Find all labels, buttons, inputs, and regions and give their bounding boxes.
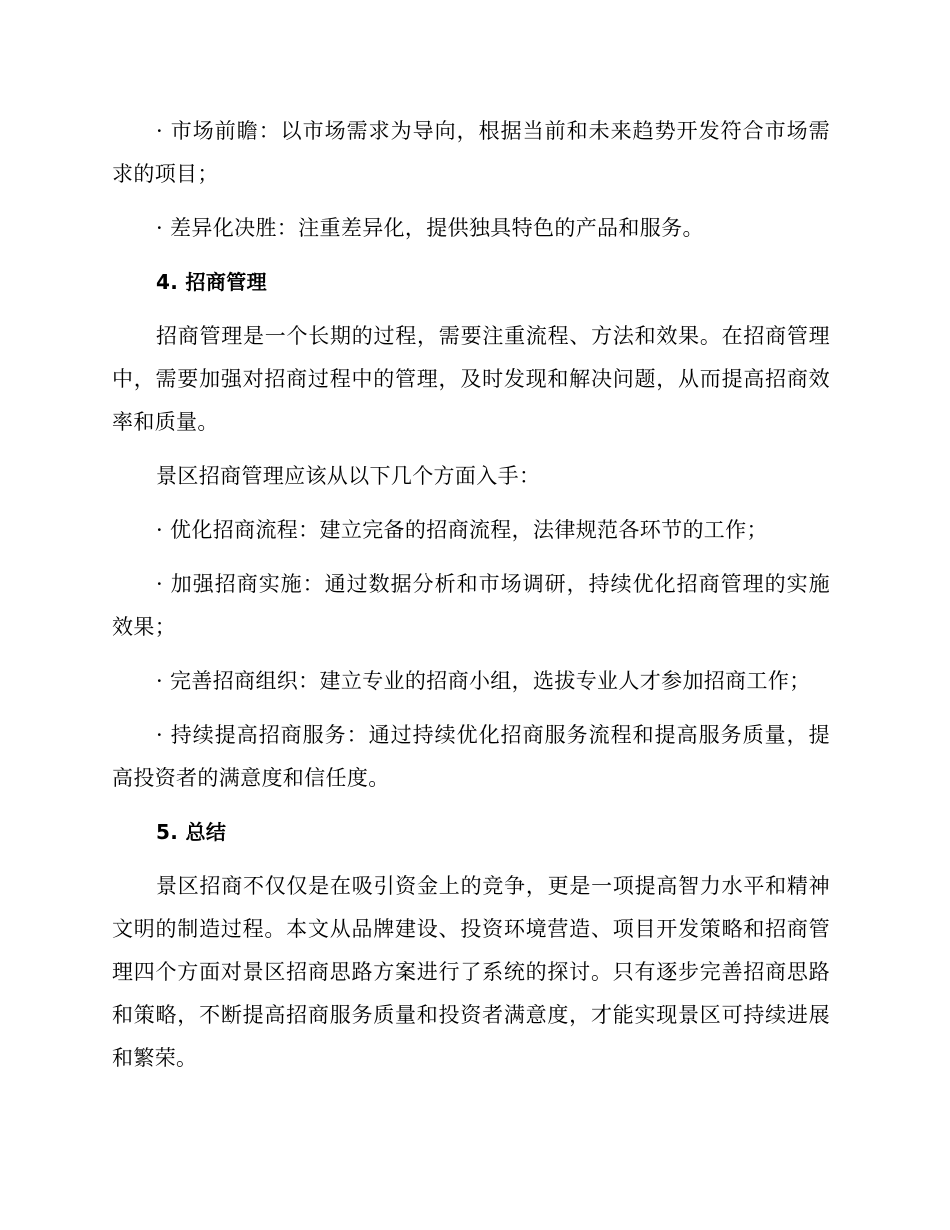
document-body	[112, 110, 830, 1091]
bullet-market-foresight: · 市场前瞻：以市场需求为导向，根据当前和未来趋势开发符合市场需求的项目；	[112, 119, 830, 186]
paragraph-investment-management-intro: 招商管理是一个长期的过程，需要注重流程、方法和效果。在招商管理中，需要加强对招商过程中的管理，及时发现和解决问题，从而提高招商效率和质量。	[112, 324, 830, 434]
section-heading-investment-management: 4. 招商管理	[156, 270, 267, 294]
bullet-improve-service: · 持续提高招商服务：通过持续优化招商服务流程和提高服务质量，提高投资者的满意度和信任度。	[112, 723, 830, 790]
bullet-differentiation: · 差异化决胜：注重差异化，提供独具特色的产品和服务。	[156, 216, 704, 240]
bullet-improve-organization: · 完善招商组织：建立专业的招商小组，选拔专业人才参加招商工作；	[156, 669, 811, 693]
bullet-optimize-process: · 优化招商流程：建立完备的招商流程，法律规范各环节的工作；	[156, 518, 768, 542]
paragraph-management-aspects-intro: 景区招商管理应该从以下几个方面入手：	[156, 464, 541, 488]
bullet-strengthen-implementation: · 加强招商实施：通过数据分析和市场调研，持续优化招商管理的实施效果；	[112, 572, 830, 639]
paragraph-summary: 景区招商不仅仅是在吸引资金上的竞争，更是一项提高智力水平和精神文明的制造过程。本文从品牌建设、投资环境营造、项目开发策略和招商管理四个方面对景区招商思路方案进行了系统的探讨。只有逐步完善招商思路和策略，不断提高招商服务质量和投资者满意度，才能实现景区可持续进展和繁荣。	[112, 874, 830, 1070]
section-heading-summary: 5. 总结	[156, 820, 227, 844]
